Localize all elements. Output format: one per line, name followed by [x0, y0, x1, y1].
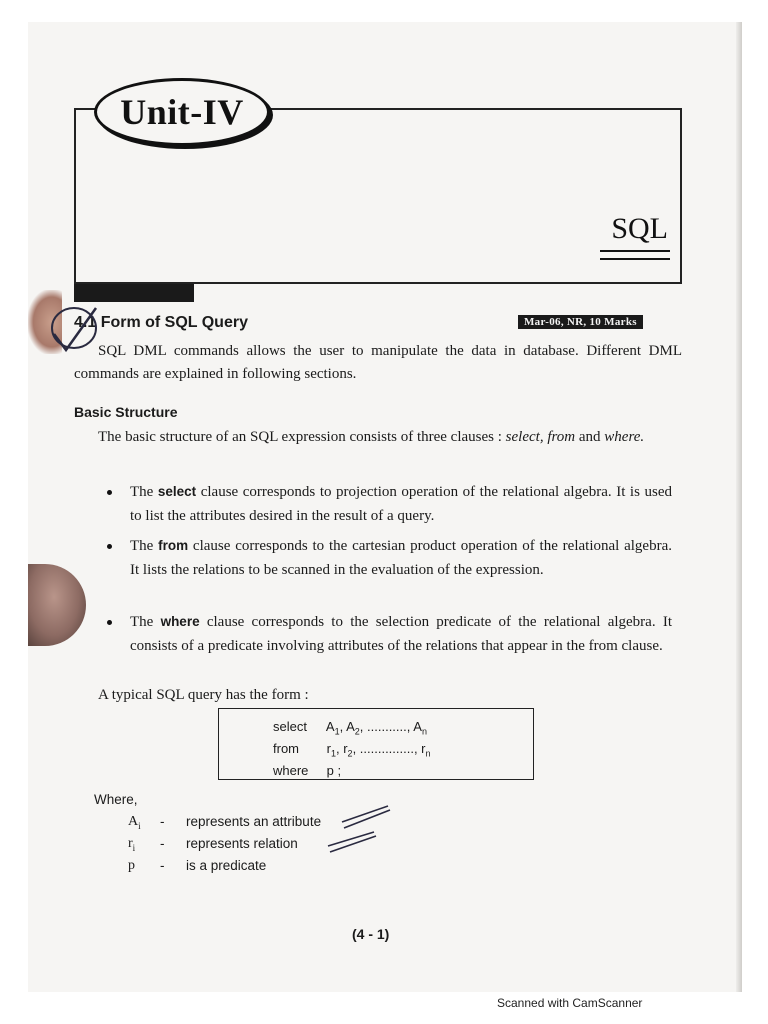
page-edge-shadow	[736, 22, 742, 992]
bullet-post: clause corresponds to projection operation of the relational algebra. It is used to list the attributes desired in the result of a query.	[130, 484, 672, 524]
query-select-line	[273, 719, 427, 737]
query-from-line	[273, 741, 431, 759]
and-text: and	[575, 429, 601, 445]
bullet-pre: The	[130, 538, 159, 554]
bullet-pre: The	[130, 614, 161, 630]
definition-dash: -	[160, 858, 165, 873]
bullet-select	[130, 480, 672, 528]
where-keyword: where	[273, 763, 309, 778]
bullet-dot	[107, 620, 112, 625]
chapter-title: SQL	[611, 212, 668, 245]
unit-title: Unit-IV	[120, 92, 244, 132]
section-heading: 4.1 Form of SQL Query	[74, 314, 248, 331]
definition-dash: -	[160, 836, 165, 851]
chapter-underline	[600, 250, 670, 260]
clauses-italic: select, from	[505, 429, 576, 445]
bullet-keyword: where	[160, 614, 200, 629]
unit-oval	[94, 78, 270, 146]
bullet-keyword: select	[157, 484, 197, 499]
intro-paragraph: SQL DML commands allows the user to manipulate the data in database. Different DML commands are explained in following sections.	[74, 343, 682, 382]
basic-structure-paragraph	[74, 426, 682, 449]
definition-text: represents an attribute	[186, 814, 322, 829]
where-label: Where,	[94, 792, 138, 807]
scanner-watermark: Scanned with CamScanner	[497, 996, 643, 1010]
bullet-post: clause corresponds to the cartesian product operation of the relational algebra. It lists the relations to be scanned in the evaluation of the expression.	[130, 538, 672, 578]
basic-structure-text: The basic structure of an SQL expression consists of three clauses :	[98, 429, 506, 445]
definition-symbol: $A_i$	[128, 814, 141, 831]
sql-query-box	[218, 708, 534, 780]
where-italic: where.	[604, 429, 645, 445]
definition-symbol: $r_i$	[128, 836, 136, 853]
definition-text: represents relation	[186, 836, 298, 851]
definition-symbol: p	[128, 858, 135, 873]
query-intro: A typical SQL query has the form :	[98, 687, 309, 703]
select-keyword: select	[273, 719, 307, 734]
from-keyword: from	[273, 741, 299, 756]
definition-text: is a predicate	[186, 858, 267, 873]
select-attributes: $A_1$, $A_2$, ..........., $A_n$	[325, 719, 427, 737]
bullet-dot	[107, 544, 112, 549]
bullet-dot	[107, 490, 112, 495]
bullet-where	[130, 610, 672, 658]
basic-structure-heading: Basic Structure	[74, 404, 178, 420]
bullet-from	[130, 534, 672, 582]
handwritten-underline-icon	[340, 800, 394, 830]
query-where-line	[273, 763, 341, 778]
handwritten-underline-icon	[326, 828, 380, 854]
page-number: (4 - 1)	[352, 926, 390, 942]
from-relations: $r_1$, $r_2$, ..............., $r_n$	[326, 741, 431, 759]
bullet-post: clause corresponds to the selection predicate of the relational algebra. It consists of a predicate involving attributes of the relations that appear in the from clause.	[130, 614, 672, 654]
definition-dash: -	[160, 814, 165, 829]
marks-badge: Mar-06, NR, 10 Marks	[518, 315, 643, 329]
bullet-keyword: from	[158, 538, 189, 553]
where-predicate: p ;	[326, 763, 342, 778]
bullet-pre: The	[130, 484, 158, 500]
